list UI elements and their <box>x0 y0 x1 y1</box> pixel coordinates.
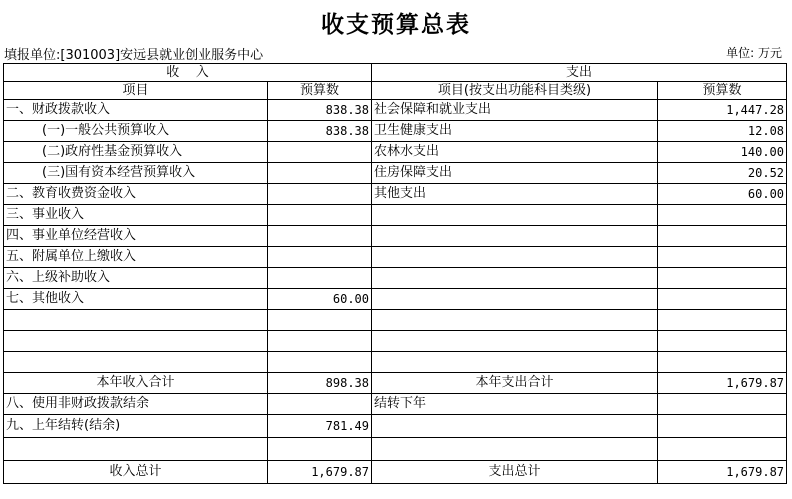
income-item: (一)一般公共预算收入 <box>4 121 268 142</box>
income-item: (二)政府性基金预算收入 <box>4 142 268 163</box>
expense-amount: 140.00 <box>658 142 787 163</box>
expense-item: 住房保障支出 <box>372 163 658 184</box>
expense-subtotal-label: 本年支出合计 <box>372 373 658 394</box>
expense-item <box>372 331 658 352</box>
expense-amount: 60.00 <box>658 184 787 205</box>
expense-total-amount: 1,679.87 <box>658 461 787 484</box>
income-item: 五、附属单位上缴收入 <box>4 247 268 268</box>
income-item: 一、财政拨款收入 <box>4 100 268 121</box>
expense-amount <box>658 352 787 373</box>
currency-unit: 单位: 万元 <box>726 46 782 60</box>
table-row <box>4 226 787 247</box>
unit-row <box>4 44 784 62</box>
expense-item: 卫生健康支出 <box>372 121 658 142</box>
income-item: 四、事业单位经营收入 <box>4 226 268 247</box>
expense-item <box>372 268 658 289</box>
income-amount <box>268 331 372 352</box>
income-item <box>4 331 268 352</box>
income-item: 九、上年结转(结余) <box>4 415 268 438</box>
income-item: 三、事业收入 <box>4 205 268 226</box>
expense-subtotal-amount: 1,679.87 <box>658 373 787 394</box>
expense-amount <box>658 331 787 352</box>
income-item <box>4 310 268 331</box>
expense-amount: 1,447.28 <box>658 100 787 121</box>
table-row <box>4 331 787 352</box>
income-amount <box>268 142 372 163</box>
income-item <box>4 352 268 373</box>
table-row <box>4 121 787 142</box>
expense-item: 其他支出 <box>372 184 658 205</box>
expense-item <box>372 352 658 373</box>
income-amount: 838.38 <box>268 121 372 142</box>
income-item: (三)国有资本经营预算收入 <box>4 163 268 184</box>
subtotal-row <box>4 373 787 394</box>
income-amount <box>268 438 372 461</box>
expense-amount: 20.52 <box>658 163 787 184</box>
income-amount <box>268 184 372 205</box>
column-header-row <box>4 82 787 100</box>
income-item <box>4 438 268 461</box>
expense-item-header: 项目(按支出功能科目类级) <box>372 82 658 100</box>
income-item: 七、其他收入 <box>4 289 268 310</box>
expense-amount: 12.08 <box>658 121 787 142</box>
expense-item: 结转下年 <box>372 394 658 415</box>
income-amount-header: 预算数 <box>268 82 372 100</box>
expense-amount <box>658 205 787 226</box>
expense-amount <box>658 226 787 247</box>
table-row <box>4 289 787 310</box>
income-amount <box>268 310 372 331</box>
expense-item <box>372 247 658 268</box>
income-amount <box>268 163 372 184</box>
income-amount <box>268 205 372 226</box>
expense-item <box>372 415 658 438</box>
income-amount <box>268 352 372 373</box>
expense-total-label: 支出总计 <box>372 461 658 484</box>
income-item: 八、使用非财政拨款结余 <box>4 394 268 415</box>
expense-amount <box>658 247 787 268</box>
table-row <box>4 163 787 184</box>
expense-amount <box>658 289 787 310</box>
table-row <box>4 352 787 373</box>
table-row <box>4 142 787 163</box>
expense-amount-header: 预算数 <box>658 82 787 100</box>
expense-amount <box>658 438 787 461</box>
income-subtotal-amount: 898.38 <box>268 373 372 394</box>
expense-item <box>372 205 658 226</box>
table-row <box>4 415 787 438</box>
expense-amount <box>658 415 787 438</box>
income-subtotal-label: 本年收入合计 <box>4 373 268 394</box>
income-total-amount: 1,679.87 <box>268 461 372 484</box>
income-item: 二、教育收费资金收入 <box>4 184 268 205</box>
expense-item <box>372 438 658 461</box>
total-row <box>4 461 787 484</box>
expense-item <box>372 289 658 310</box>
income-total-label: 收入总计 <box>4 461 268 484</box>
table-row <box>4 247 787 268</box>
table-row <box>4 438 787 461</box>
expense-item: 社会保障和就业支出 <box>372 100 658 121</box>
budget-table <box>3 63 787 484</box>
expense-item <box>372 226 658 247</box>
table-row <box>4 268 787 289</box>
reporting-unit: 填报单位:[301003]安远县就业创业服务中心 <box>4 48 264 63</box>
expense-item: 农林水支出 <box>372 142 658 163</box>
income-item: 六、上级补助收入 <box>4 268 268 289</box>
expense-item <box>372 310 658 331</box>
income-amount <box>268 226 372 247</box>
expense-section-header: 支出 <box>372 64 787 82</box>
income-amount: 60.00 <box>268 289 372 310</box>
table-row <box>4 394 787 415</box>
income-amount <box>268 268 372 289</box>
income-amount: 838.38 <box>268 100 372 121</box>
expense-amount <box>658 394 787 415</box>
page-title: 收支预算总表 <box>321 12 471 38</box>
table-row <box>4 310 787 331</box>
section-header-row <box>4 64 787 82</box>
expense-amount <box>658 310 787 331</box>
income-amount <box>268 394 372 415</box>
income-item-header: 项目 <box>4 82 268 100</box>
table-row <box>4 184 787 205</box>
income-amount <box>268 247 372 268</box>
table-row <box>4 205 787 226</box>
income-amount: 781.49 <box>268 415 372 438</box>
table-row <box>4 100 787 121</box>
income-section-header: 收 入 <box>4 64 372 82</box>
expense-amount <box>658 268 787 289</box>
